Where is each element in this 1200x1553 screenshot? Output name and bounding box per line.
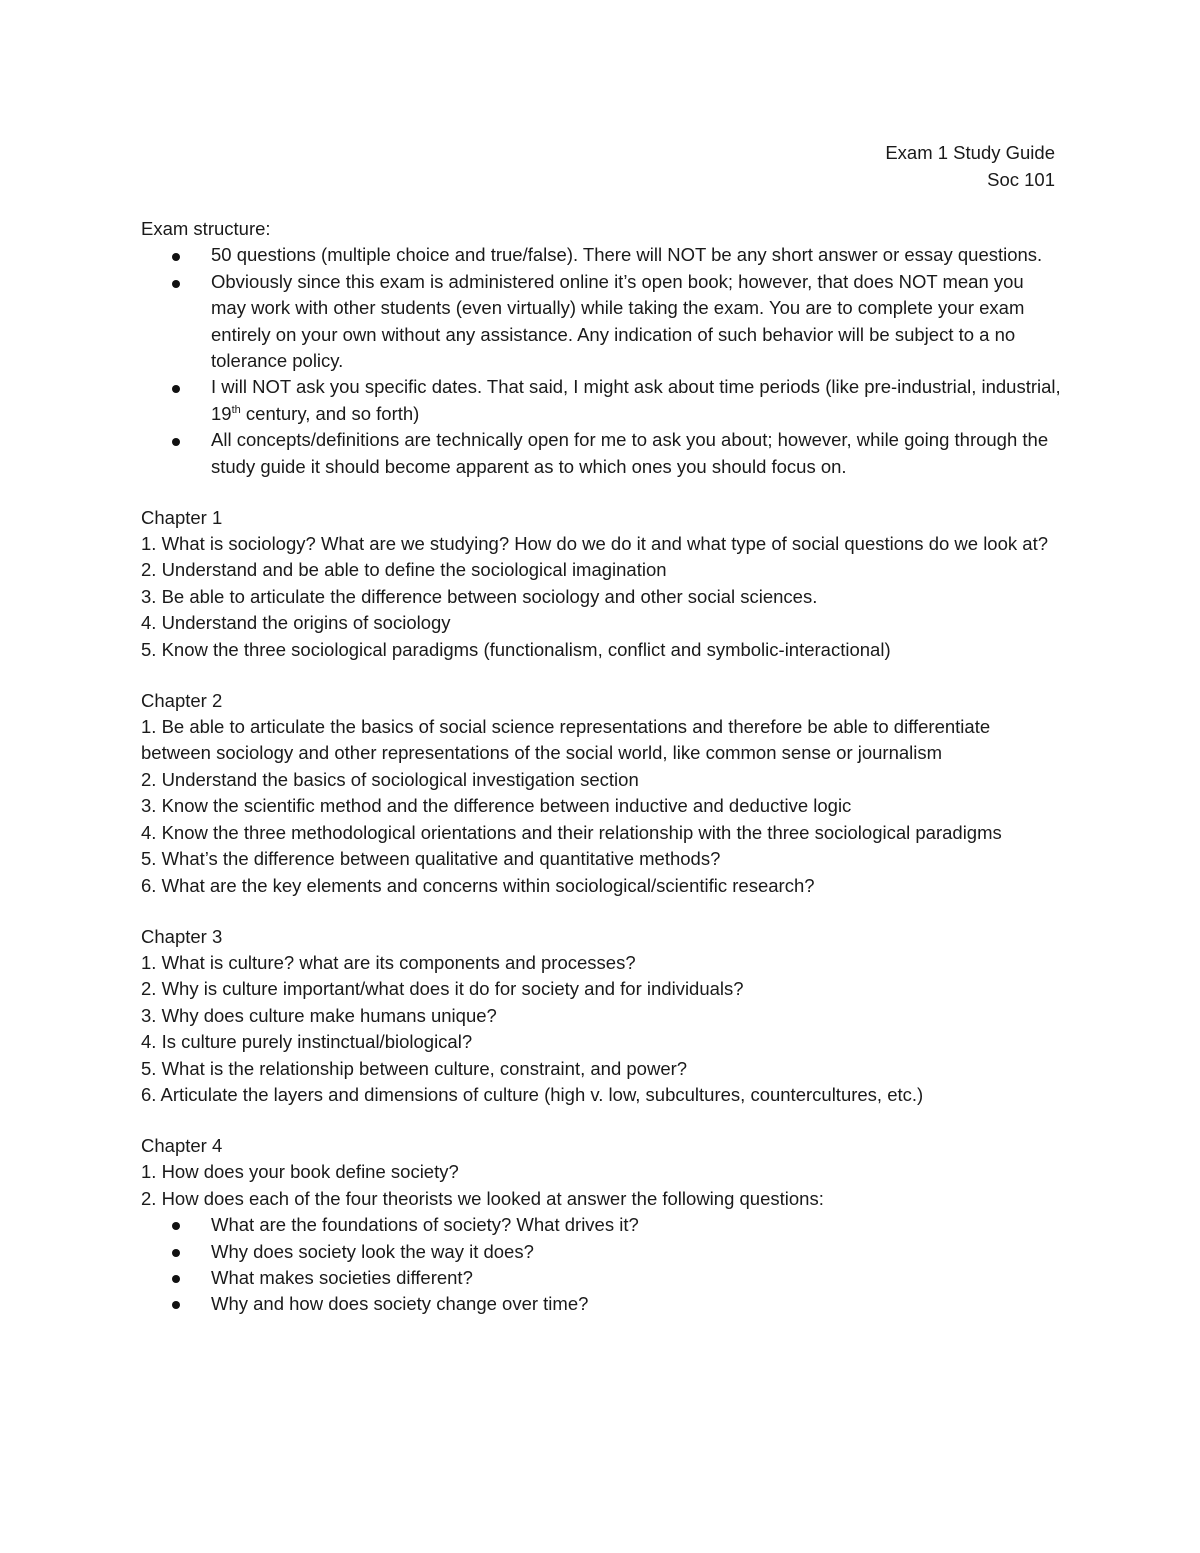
exam-structure-section bbox=[141, 216, 1061, 480]
bullet-text: Obviously since this exam is administered online it’s open book; however, that does NOT mean you may work with other students (even virtually) while taking the exam. You are to complete your exam entirely on your own without any assistance. Any indication of such behavior will be subject to a no tolerance policy. bbox=[211, 270, 1025, 372]
bullet-text: 50 questions (multiple choice and true/false). There will NOT be any short answer or essay questions. bbox=[211, 244, 1043, 266]
bullet-icon bbox=[172, 1222, 180, 1230]
question-item: 1. What is culture? what are its components and processes? bbox=[141, 951, 636, 973]
list-item bbox=[141, 1265, 1061, 1291]
bullet-icon bbox=[172, 1301, 180, 1309]
document-header bbox=[141, 140, 1055, 193]
chapter-2-section bbox=[141, 687, 1061, 899]
exam-structure-list bbox=[141, 242, 1061, 480]
chapter-3-section bbox=[141, 923, 1061, 1108]
bullet-icon bbox=[172, 385, 180, 393]
exam-structure-heading: Exam structure: bbox=[141, 218, 271, 239]
bullet-icon bbox=[172, 253, 180, 261]
document-title: Exam 1 Study Guide bbox=[885, 142, 1055, 163]
question-item: 1. What is sociology? What are we studying? How do we do it and what type of social questions do we look at? bbox=[141, 533, 1048, 555]
chapter-title: Chapter 2 bbox=[141, 690, 223, 712]
question-item: 4. Understand the origins of sociology bbox=[141, 612, 451, 634]
list-item bbox=[141, 269, 1061, 375]
bullet-icon bbox=[172, 1275, 180, 1283]
question-item: 1. Be able to articulate the basics of social science representations and therefore be able to differentiate between sociology and other representations of the social world, like common sense or journalism bbox=[141, 716, 991, 764]
bullet-text: What are the foundations of society? What drives it? bbox=[211, 1214, 639, 1236]
document-page bbox=[141, 140, 1061, 1318]
bullet-text: Why does society look the way it does? bbox=[211, 1240, 534, 1262]
superscript: th bbox=[231, 403, 241, 416]
question-item: 5. Know the three sociological paradigms (functionalism, conflict and symbolic-interactional) bbox=[141, 638, 891, 660]
question-item: 3. Know the scientific method and the difference between inductive and deductive logic bbox=[141, 795, 852, 817]
theorist-questions-list bbox=[141, 1212, 1061, 1318]
chapter-title: Chapter 3 bbox=[141, 925, 223, 947]
list-item bbox=[141, 1212, 1061, 1238]
chapter-title: Chapter 1 bbox=[141, 507, 223, 529]
question-item: 2. How does each of the four theorists we looked at answer the following questions: bbox=[141, 1187, 824, 1209]
question-item: 5. What is the relationship between culture, constraint, and power? bbox=[141, 1057, 688, 1079]
bullet-text-part: I will NOT ask you specific dates. That said, I might ask about time periods (like pre-industrial, industrial, 19 bbox=[211, 376, 1061, 424]
bullet-icon bbox=[172, 1249, 180, 1257]
chapter-title: Chapter 4 bbox=[141, 1135, 223, 1157]
question-item: 3. Why does culture make humans unique? bbox=[141, 1004, 497, 1026]
bullet-text bbox=[211, 374, 1061, 427]
question-item: 2. Why is culture important/what does it do for society and for individuals? bbox=[141, 978, 744, 1000]
list-item bbox=[141, 374, 1061, 427]
question-item: 2. Understand and be able to define the sociological imagination bbox=[141, 559, 667, 581]
question-item: 4. Know the three methodological orientations and their relationship with the three sociological paradigms bbox=[141, 821, 1002, 843]
list-item bbox=[141, 242, 1061, 268]
chapter-1-section bbox=[141, 504, 1061, 663]
list-item bbox=[141, 1291, 1061, 1317]
question-item: 1. How does your book define society? bbox=[141, 1161, 459, 1183]
bullet-text: All concepts/definitions are technically open for me to ask you about; however, while going through the study guide it should become apparent as to which ones you should focus on. bbox=[211, 429, 1049, 477]
question-item: 6. Articulate the layers and dimensions of culture (high v. low, subcultures, countercultures, etc.) bbox=[141, 1083, 924, 1105]
list-item bbox=[141, 1239, 1061, 1265]
question-item: 3. Be able to articulate the difference between sociology and other social sciences. bbox=[141, 585, 818, 607]
question-item: 5. What’s the difference between qualitative and quantitative methods? bbox=[141, 848, 721, 870]
course-code: Soc 101 bbox=[987, 168, 1055, 190]
bullet-text: Why and how does society change over time? bbox=[211, 1293, 589, 1315]
list-item bbox=[141, 427, 1061, 480]
bullet-text: What makes societies different? bbox=[211, 1266, 473, 1288]
bullet-icon bbox=[172, 438, 180, 446]
question-item: 2. Understand the basics of sociological investigation section bbox=[141, 768, 639, 790]
bullet-text-part: century, and so forth) bbox=[240, 402, 420, 424]
bullet-icon bbox=[172, 280, 180, 288]
chapter-4-section bbox=[141, 1132, 1061, 1317]
question-item: 6. What are the key elements and concerns within sociological/scientific research? bbox=[141, 874, 815, 896]
question-item: 4. Is culture purely instinctual/biological? bbox=[141, 1031, 473, 1053]
